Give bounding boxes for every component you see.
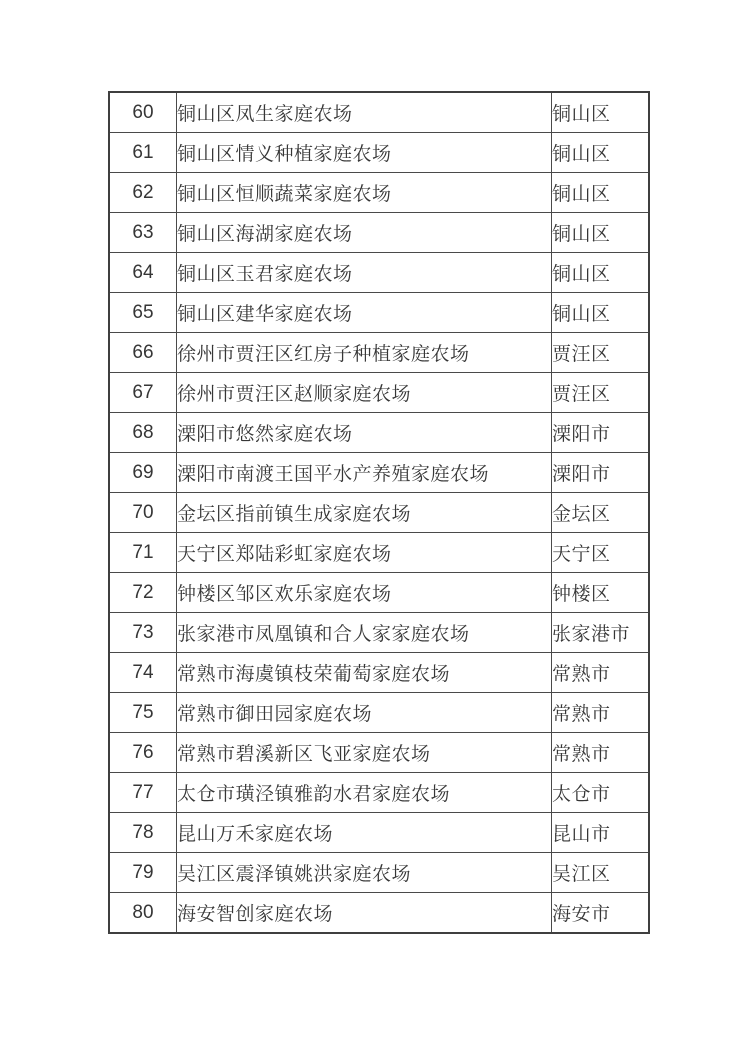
region: 铜山区 (552, 253, 650, 293)
row-number: 76 (109, 733, 177, 773)
row-number: 74 (109, 653, 177, 693)
farm-name: 徐州市贾汪区赵顺家庭农场 (177, 373, 552, 413)
row-number: 60 (109, 92, 177, 133)
farm-name: 常熟市海虞镇枝荣葡萄家庭农场 (177, 653, 552, 693)
region: 铜山区 (552, 173, 650, 213)
farm-name: 张家港市凤凰镇和合人家家庭农场 (177, 613, 552, 653)
farm-name: 溧阳市南渡王国平水产养殖家庭农场 (177, 453, 552, 493)
row-number: 61 (109, 133, 177, 173)
farm-name: 海安智创家庭农场 (177, 893, 552, 934)
row-number: 68 (109, 413, 177, 453)
region: 张家港市 (552, 613, 650, 653)
table-row (109, 773, 649, 813)
row-number: 79 (109, 853, 177, 893)
region: 昆山市 (552, 813, 650, 853)
table-row (109, 173, 649, 213)
row-number: 80 (109, 893, 177, 934)
region: 常熟市 (552, 733, 650, 773)
row-number: 67 (109, 373, 177, 413)
row-number: 75 (109, 693, 177, 733)
region: 铜山区 (552, 92, 650, 133)
row-number: 63 (109, 213, 177, 253)
region: 常熟市 (552, 693, 650, 733)
farm-name: 常熟市御田园家庭农场 (177, 693, 552, 733)
row-number: 72 (109, 573, 177, 613)
table-row (109, 213, 649, 253)
table-row (109, 413, 649, 453)
table-row (109, 92, 649, 133)
region: 天宁区 (552, 533, 650, 573)
table-row (109, 333, 649, 373)
region: 贾汪区 (552, 373, 650, 413)
region: 金坛区 (552, 493, 650, 533)
farm-name: 铜山区玉君家庭农场 (177, 253, 552, 293)
farm-name: 溧阳市悠然家庭农场 (177, 413, 552, 453)
table-row (109, 533, 649, 573)
table-row (109, 373, 649, 413)
region: 溧阳市 (552, 413, 650, 453)
row-number: 78 (109, 813, 177, 853)
farm-list-table-body (109, 92, 649, 933)
row-number: 73 (109, 613, 177, 653)
table-row (109, 493, 649, 533)
region: 铜山区 (552, 213, 650, 253)
region: 钟楼区 (552, 573, 650, 613)
region: 海安市 (552, 893, 650, 934)
farm-name: 徐州市贾汪区红房子种植家庭农场 (177, 333, 552, 373)
table-row (109, 253, 649, 293)
farm-name: 昆山万禾家庭农场 (177, 813, 552, 853)
farm-name: 钟楼区邹区欢乐家庭农场 (177, 573, 552, 613)
table-row (109, 573, 649, 613)
farm-name: 铜山区海湖家庭农场 (177, 213, 552, 253)
region: 太仓市 (552, 773, 650, 813)
region: 吴江区 (552, 853, 650, 893)
row-number: 64 (109, 253, 177, 293)
row-number: 62 (109, 173, 177, 213)
table-row (109, 693, 649, 733)
farm-name: 铜山区凤生家庭农场 (177, 92, 552, 133)
table-row (109, 453, 649, 493)
table-row (109, 133, 649, 173)
row-number: 77 (109, 773, 177, 813)
region: 常熟市 (552, 653, 650, 693)
region: 铜山区 (552, 293, 650, 333)
farm-list-table (108, 91, 650, 934)
table-row (109, 813, 649, 853)
table-row (109, 853, 649, 893)
row-number: 69 (109, 453, 177, 493)
farm-name: 天宁区郑陆彩虹家庭农场 (177, 533, 552, 573)
table-row (109, 653, 649, 693)
farm-name: 金坛区指前镇生成家庭农场 (177, 493, 552, 533)
table-row (109, 613, 649, 653)
row-number: 70 (109, 493, 177, 533)
region: 贾汪区 (552, 333, 650, 373)
farm-name: 铜山区恒顺蔬菜家庭农场 (177, 173, 552, 213)
region: 铜山区 (552, 133, 650, 173)
farm-name: 铜山区情义种植家庭农场 (177, 133, 552, 173)
region: 溧阳市 (552, 453, 650, 493)
row-number: 65 (109, 293, 177, 333)
table-row (109, 733, 649, 773)
table-row (109, 893, 649, 934)
farm-name: 铜山区建华家庭农场 (177, 293, 552, 333)
table-row (109, 293, 649, 333)
row-number: 66 (109, 333, 177, 373)
row-number: 71 (109, 533, 177, 573)
farm-name: 吴江区震泽镇姚洪家庭农场 (177, 853, 552, 893)
farm-name: 太仓市璜泾镇雅韵水君家庭农场 (177, 773, 552, 813)
farm-name: 常熟市碧溪新区飞亚家庭农场 (177, 733, 552, 773)
